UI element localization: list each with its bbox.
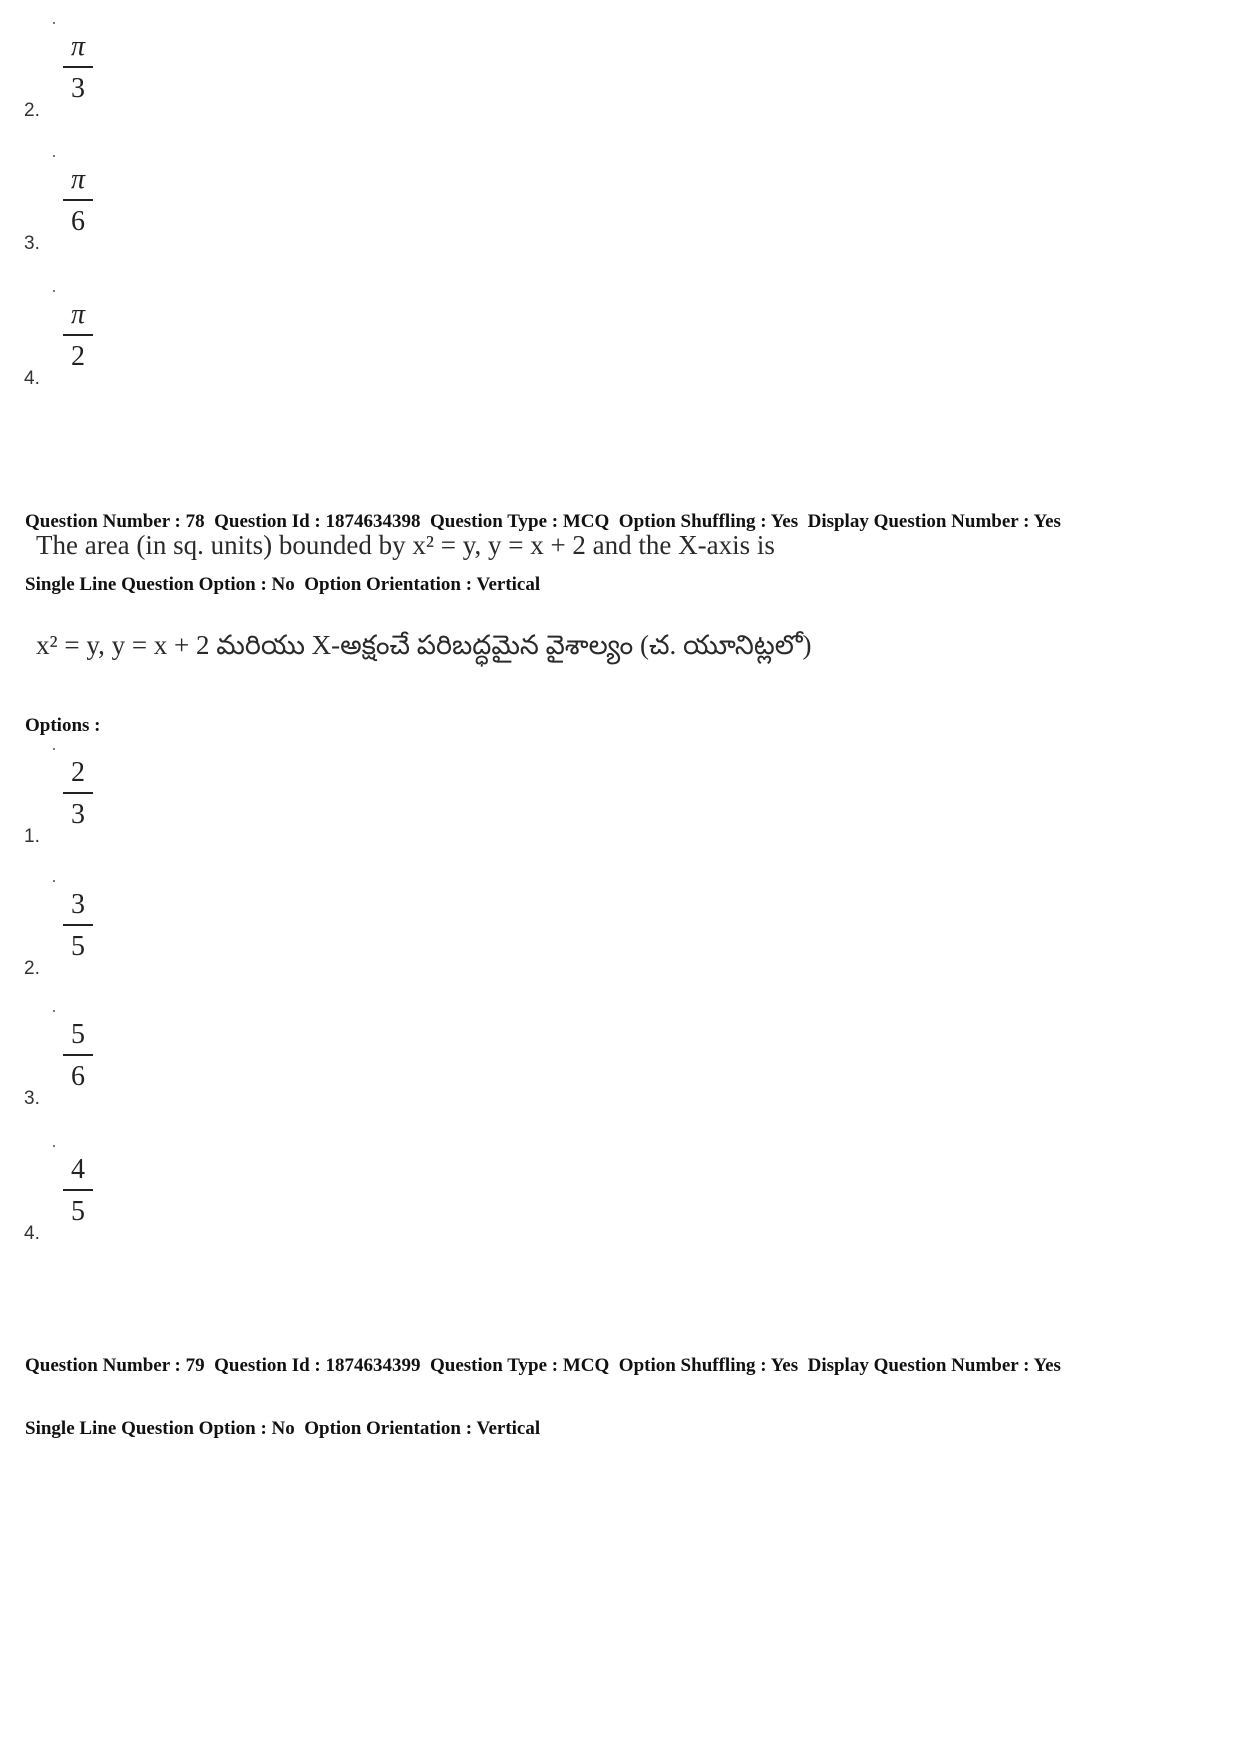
fraction-numerator: π xyxy=(70,299,86,330)
option-number: 2. xyxy=(24,100,40,121)
fraction-bar xyxy=(63,334,93,336)
fraction-numerator: 3 xyxy=(71,889,85,920)
option-number: 2. xyxy=(24,958,40,979)
prev-option-2[interactable] xyxy=(24,22,224,122)
option-number: 3. xyxy=(24,233,40,254)
fraction-denominator: 2 xyxy=(71,341,85,372)
fraction-denominator: 6 xyxy=(71,206,85,237)
fraction xyxy=(60,32,96,104)
prev-option-4[interactable] xyxy=(24,290,224,390)
q78-option-4[interactable] xyxy=(24,1145,224,1245)
fraction-numerator: 5 xyxy=(71,1019,85,1050)
q78-option-3[interactable] xyxy=(24,1010,224,1110)
fraction-bar xyxy=(63,1189,93,1191)
fraction xyxy=(60,1020,96,1092)
option-marker-dot xyxy=(53,880,55,882)
fraction-numerator: π xyxy=(70,164,86,195)
fraction-denominator: 3 xyxy=(71,73,85,104)
fraction-denominator: 5 xyxy=(71,931,85,962)
prev-option-3[interactable] xyxy=(24,155,224,255)
question-78-text-telugu: x² = y, y = x + 2 మరియు X-అక్షంచే పరిబద్ధమైన వైశాల్యం (చ. యూనిట్లలో) xyxy=(36,630,812,660)
option-marker-dot xyxy=(53,155,55,157)
question-meta-line-1: Question Number : 78 Question Id : 1874634398 Question Type : MCQ Option Shuffling : Yes Display Question Number : Yes xyxy=(25,511,1061,532)
fraction-numerator: 4 xyxy=(71,1154,85,1185)
q78-option-2[interactable] xyxy=(24,880,224,980)
fraction-bar xyxy=(63,924,93,926)
question-meta-line-2: Single Line Question Option : No Option Orientation : Vertical xyxy=(25,1418,541,1439)
options-label: Options : xyxy=(25,715,101,736)
option-marker-dot xyxy=(53,1010,55,1012)
fraction-denominator: 6 xyxy=(71,1061,85,1092)
option-number: 4. xyxy=(24,368,40,389)
option-number: 4. xyxy=(24,1223,40,1244)
option-marker-dot xyxy=(53,290,55,292)
option-marker-dot xyxy=(53,1145,55,1147)
fraction-bar xyxy=(63,1054,93,1056)
option-marker-dot xyxy=(53,748,55,750)
option-number: 3. xyxy=(24,1088,40,1109)
fraction xyxy=(60,1155,96,1227)
fraction-numerator: π xyxy=(70,31,86,62)
question-79-metadata xyxy=(25,1313,1225,1460)
fraction-bar xyxy=(63,66,93,68)
q78-option-1[interactable] xyxy=(24,748,224,848)
fraction xyxy=(60,890,96,962)
fraction xyxy=(60,758,96,830)
fraction-numerator: 2 xyxy=(71,757,85,788)
question-meta-line-2: Single Line Question Option : No Option Orientation : Vertical xyxy=(25,574,541,595)
fraction xyxy=(60,165,96,237)
question-meta-line-1: Question Number : 79 Question Id : 1874634399 Question Type : MCQ Option Shuffling : Yes Display Question Number : Yes xyxy=(25,1355,1061,1376)
question-78-text-english: The area (in sq. units) bounded by x² = y, y = x + 2 and the X-axis is xyxy=(36,530,775,560)
fraction-bar xyxy=(63,792,93,794)
option-number: 1. xyxy=(24,826,40,847)
fraction-denominator: 3 xyxy=(71,799,85,830)
fraction xyxy=(60,300,96,372)
fraction-denominator: 5 xyxy=(71,1196,85,1227)
option-marker-dot xyxy=(53,22,55,24)
fraction-bar xyxy=(63,199,93,201)
